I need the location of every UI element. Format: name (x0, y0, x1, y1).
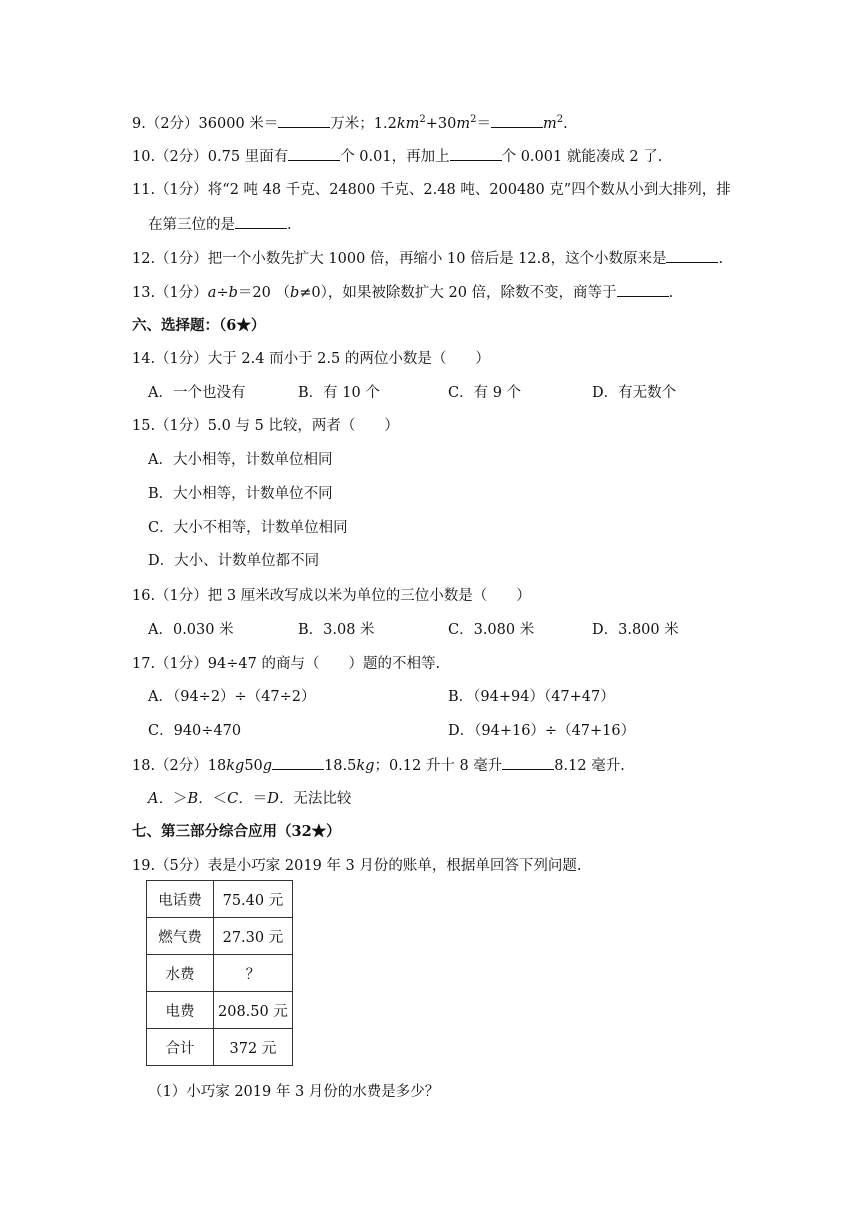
table-row (147, 955, 293, 992)
question-12: 12.（1分）把一个小数先扩大 1000 倍，再缩小 10 倍后是 12.8，这个小数原来是 . (132, 248, 723, 269)
option-a[interactable]: A．大小相等，计数单位相同 (148, 452, 333, 468)
section-6-heading: 六、选择题：（6★） (132, 317, 266, 334)
bill-amount: ？ (214, 955, 293, 992)
question-13: 13.（1分）a÷b＝20 （b≠0），如果被除数扩大 20 倍，除数不变，商等于 . (132, 282, 673, 303)
answer-blank[interactable] (235, 214, 287, 229)
bill-item: 合计 (147, 1029, 214, 1066)
table-row (147, 918, 293, 955)
table-row (147, 992, 293, 1029)
bill-item: 燃气费 (147, 918, 214, 955)
question-19-sub-1: （1）小巧家 2019 年 3 月份的水费是多少？ (148, 1084, 440, 1100)
question-16: 16.（1分）把 3 厘米改写成以米为单位的三位小数是（ ） (132, 588, 531, 604)
bill-amount: 75.40 元 (214, 881, 293, 918)
answer-blank[interactable] (491, 113, 543, 128)
answer-blank[interactable] (617, 282, 669, 297)
answer-blank[interactable] (666, 248, 718, 263)
question-9: 9.（2分）36000 米＝ 万米；$1.2km^2+30m^2= m^2$. (132, 114, 568, 132)
option-c[interactable]: C．3.080 米 (448, 622, 535, 638)
bill-item: 电费 (147, 992, 214, 1029)
bill-table (146, 880, 293, 1066)
question-18: 18.（2分）18kg50g 18.5kg；0.12 升十 8 毫升 8.12 毫升. (132, 755, 625, 776)
section-7-heading: 七、第三部分综合应用（32★） (132, 823, 341, 840)
option-d[interactable]: D．有无数个 (592, 385, 677, 401)
question-11-cont: 在第三位的是 . (148, 214, 292, 235)
bill-amount: 208.50 元 (214, 992, 293, 1029)
option-d[interactable]: D．大小、计数单位都不同 (148, 553, 320, 569)
table-row (147, 881, 293, 918)
bill-amount: 372 元 (214, 1029, 293, 1066)
option-a[interactable]: A．（94÷2）÷（47÷2） (148, 689, 316, 705)
answer-blank[interactable] (502, 755, 554, 770)
question-14: 14.（1分）大于 2.4 而小于 2.5 的两位小数是（ ） (132, 351, 490, 367)
question-10: 10.（2分）0.75 里面有 个 0.01，再加上 个 0.001 就能凑成 2 了. (132, 146, 662, 167)
question-11: 11.（1分）将“2 吨 48 千克、24800 千克、2.48 吨、200480 克”四个数从小到大排列，排 (132, 182, 731, 198)
option-a[interactable]: A．一个也没有 (148, 385, 246, 401)
bill-item: 水费 (147, 955, 214, 992)
answer-blank[interactable] (278, 113, 330, 128)
answer-blank[interactable] (450, 146, 502, 161)
option-b[interactable]: B．有 10 个 (298, 385, 380, 401)
question-15: 15.（1分）5.0 与 5 比较，两者（ ） (132, 418, 399, 434)
question-19: 19.（5分）表是小巧家 2019 年 3 月份的账单，根据单回答下列问题. (132, 858, 582, 874)
table-row (147, 1029, 293, 1066)
option-b[interactable]: B．3.08 米 (298, 622, 375, 638)
question-18-options[interactable]: A．＞B．＜C．＝D．无法比较 (148, 791, 352, 807)
answer-blank[interactable] (272, 755, 324, 770)
option-a[interactable]: A．0.030 米 (148, 622, 234, 638)
bill-amount: 27.30 元 (214, 918, 293, 955)
option-d[interactable]: D．（94+16）÷（47+16） (448, 723, 636, 739)
answer-blank[interactable] (288, 146, 340, 161)
option-c[interactable]: C．有 9 个 (448, 385, 522, 401)
question-17: 17.（1分）94÷47 的商与（ ）题的不相等. (132, 656, 441, 672)
option-b[interactable]: B．（94+94）（47+47） (448, 689, 615, 705)
bill-item: 电话费 (147, 881, 214, 918)
option-c[interactable]: C．大小不相等，计数单位相同 (148, 520, 348, 536)
option-d[interactable]: D．3.800 米 (592, 622, 679, 638)
option-c[interactable]: C．940÷470 (148, 723, 242, 739)
option-b[interactable]: B．大小相等，计数单位不同 (148, 486, 333, 502)
